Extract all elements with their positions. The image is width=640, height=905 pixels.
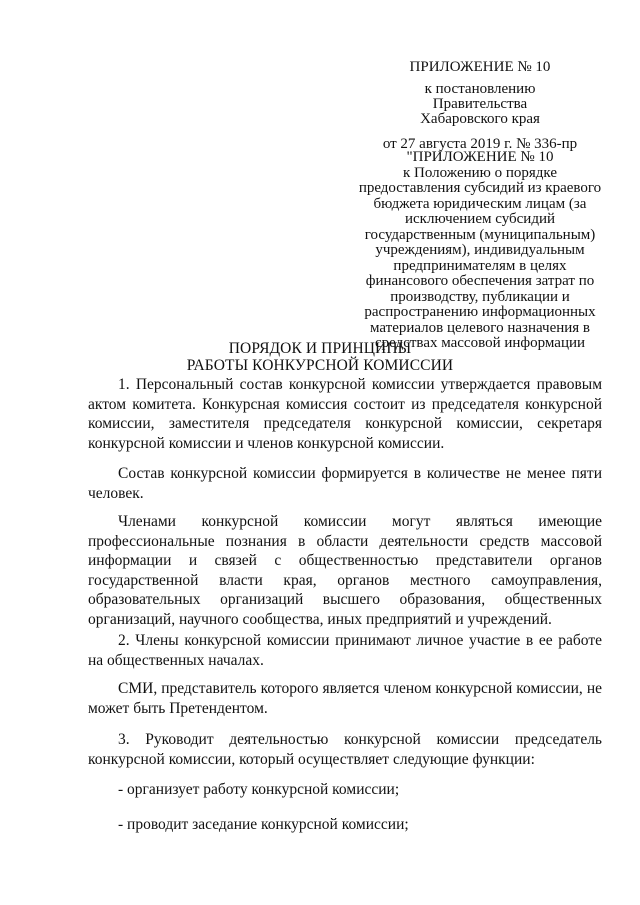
regulation-attachment-line: предпринимателям в целях [393,257,567,274]
attachment-line: Хабаровского края [420,111,540,127]
paragraph: СМИ, представитель которого является членом конкурсной комиссии, не может быть Претендентом. [88,680,602,717]
paragraph: Состав конкурсной комиссии формируется в количестве не менее пяти человек. [88,465,602,502]
regulation-attachment-line: материалов целевого назначения в [369,319,591,336]
regulation-attachment-title: "ПРИЛОЖЕНИЕ № 10 [406,149,554,165]
list-item: - организует работу конкурсной комиссии; [118,781,400,798]
regulation-attachment-line: распространению информационных [364,304,596,320]
attachment-date: от 27 августа 2019 г. № 336-пр [382,136,578,152]
regulation-attachment-line: средствах массовой информации [374,335,586,351]
attachment-line: Правительства [432,96,528,112]
attachment-title: ПРИЛОЖЕНИЕ № 10 [409,59,551,75]
regulation-attachment-header [355,150,605,352]
paragraph: 3. Руководит деятельностью конкурсной комиссии председатель конкурсной комиссии, который осуществляет следующие функции: [88,731,602,768]
regulation-attachment-line: производству, публикации и [390,288,570,305]
regulation-attachment-line: учреждениям), индивидуальным [375,242,585,258]
document-title-line-1: ПОРЯДОК И ПРИНЦИПЫ [228,340,412,357]
attachment-line: к постановлению [424,81,536,97]
paragraph: 1. Персональный состав конкурсной комиссии утверждается правовым актом комитета. Конкурсная комиссия состоит из председателя конкурсной комиссии, заместителя председателя конкурсной комиссии, секретаря конкурсной комиссии и членов конкурсной комиссии. [88,376,602,452]
regulation-attachment-line: предоставления субсидий из краевого [358,180,602,196]
document-title-line-2: РАБОТЫ КОНКУРСНОЙ КОМИССИИ [186,357,454,374]
regulation-attachment-line: бюджета юридическим лицам (за [373,195,587,212]
paragraph: Членами конкурсной комиссии могут являться имеющие профессиональные познания в области деятельности средств массовой информации и связей с общественностью представители органов государственной власти края, органов местного самоуправления, образовательных организаций высшего образования, общественных организаций, научного сообщества, иных предприятий и учреждений. [88,513,602,628]
regulation-attachment-line: к Положению о порядке [403,164,557,181]
regulation-attachment-line: финансового обеспечения затрат по [365,273,595,289]
list-item: - проводит заседание конкурсной комиссии; [118,816,409,833]
regulation-attachment-line: исключением субсидий [404,211,555,227]
regulation-attachment-line: государственным (муниципальным) [364,226,596,243]
paragraph: 2. Члены конкурсной комиссии принимают личное участие в ее работе на общественных началах. [88,632,602,669]
attachment-header [355,58,605,152]
